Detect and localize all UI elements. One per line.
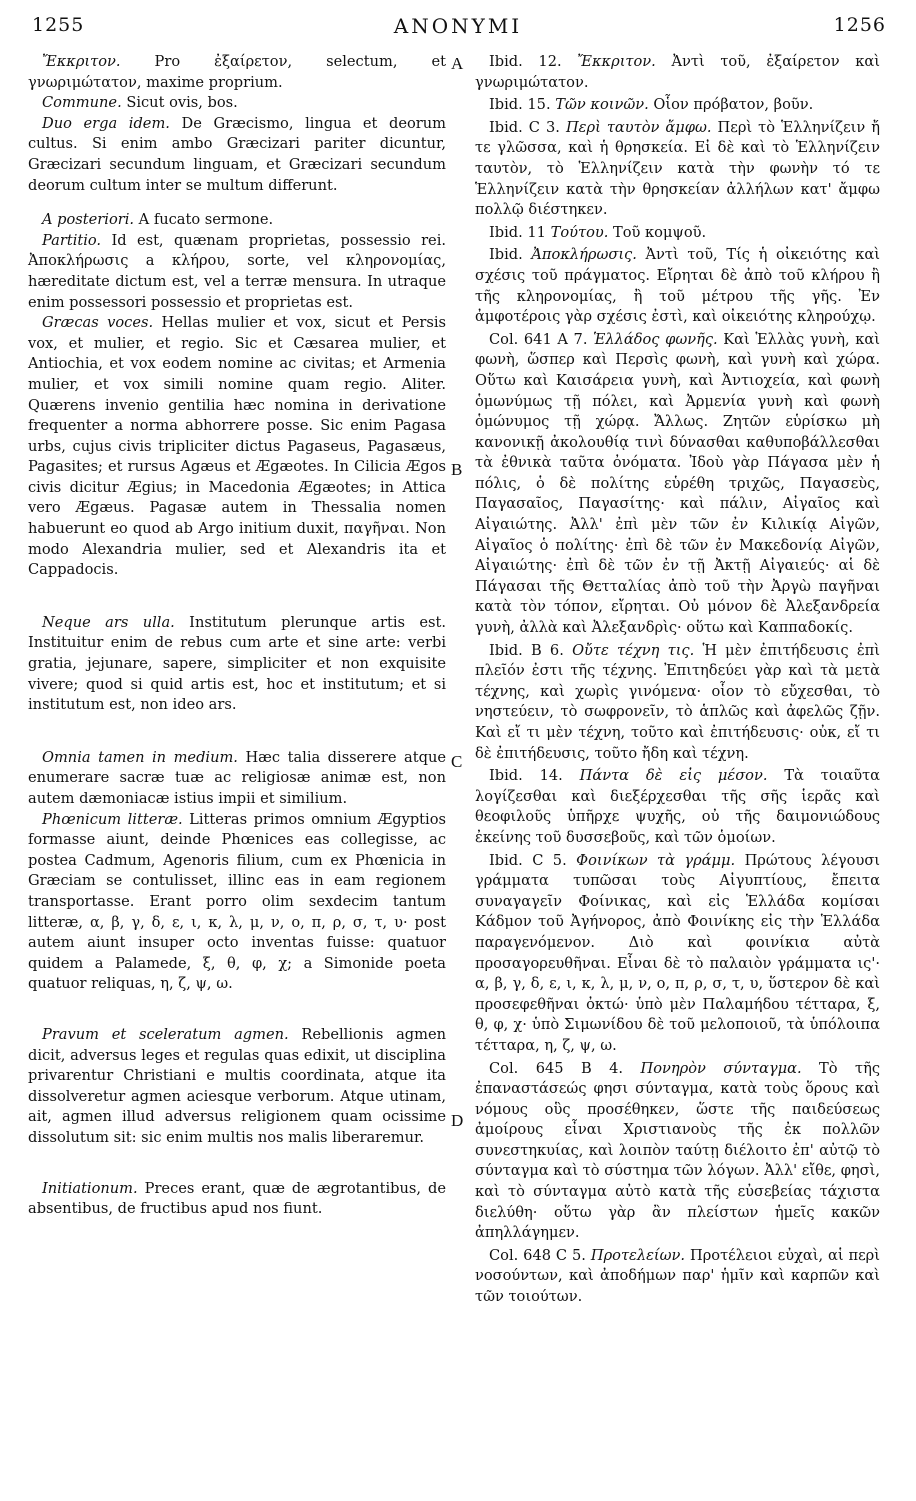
scholion-lemma: Περὶ ταυτὸν ἄμφω.: [559, 118, 712, 136]
scholion-reference: Ibid. 15.: [489, 96, 551, 114]
greek-scholion: [475, 1246, 880, 1308]
note-text: Hæc talia disserere atque enumerare sacræ tuæ ac religiosæ animæ est, non autem dæmoniacæ istius impii et similium.: [28, 748, 446, 807]
scholion-text: Περὶ τὸ Ἑλληνίζειν ἤ τε γλῶσσα, καὶ ἡ θρησκεία. Εἰ δὲ καὶ τὸ Ἑλληνίζειν ταυτὸν, τὸ Ἑλληνίζειν κατὰ τὴν φωνὴν τό τε Ἑλληνίζειν κατὰ τὴν θρησκείαν ἀλλήλων κατ' ἄμφω πολλῷ διέστηκεν.: [475, 118, 881, 219]
note-lemma: Græcas voces.: [42, 314, 154, 332]
note-text: De Græcismo, lingua et deorum cultus. Si enim ambo Græcizari pariter dicuntur, Græcizari secundum linguam, et Græcizari secundum deorum cultum inter se multum differunt.: [28, 114, 446, 194]
note-text: Preces erant, quæ de ægrotantibus, de absentibus, de fructibus apud nos fiunt.: [28, 1179, 446, 1218]
scholion-text: Πρώτους λέγουσι γράμματα τυπῶσαι τοὺς Αἰγυπτίους, ἔπειτα συναγαγεῖν Φοίνικας, καὶ εἰς Ἑλλάδα κομίσαι Κάδμον τοῦ Ἀγήνορος, ἀπὸ Φοινίκης εἰς τὴν Ἑλλάδα παραγενόμενον. Διὸ καὶ φοινίκια αὐτὰ προσαγορευθῆναι. Εἶναι δὲ τὸ παλαιὸν γράμματα ις'· α, β, γ, δ, ε, ι, κ, λ, μ, ν, ο, π, ρ, σ, τ, υ, ὕστερον δὲ καὶ προσεφεθῆναι ὀκτώ· ὑπὸ μὲν Παλαμήδου τέτταρα, ξ, θ, φ, χ· ὑπὸ Σιμωνίδου δὲ τοῦ μελοποιοῦ, τὰ ὑπόλοιπα τέτταρα, η, ζ, ψ, ω.: [475, 851, 880, 1054]
page-number-right: 1256: [833, 14, 886, 36]
latin-note: [28, 613, 446, 716]
note-lemma: Pravum et sceleratum agmen.: [42, 1025, 289, 1043]
note-text: Institutum plerunque artis est. Instituitur enim de rebus cum arte et sine arte: verbi gratia, jejunare, sapere, simpliciter et non exquisite vivere; quod si quid artis est, hoc et institutum; et si institutum est, non ideo ars.: [28, 613, 446, 714]
scholion-lemma: Τῶν κοινῶν.: [550, 96, 649, 114]
scholion-reference: Ibid. 12.: [489, 53, 562, 70]
scholion-text: Τοῦ κομψοῦ.: [608, 223, 707, 241]
note-lemma: Omnia tamen in medium.: [42, 748, 238, 766]
greek-scholion: [475, 245, 880, 327]
scholion-reference: Ibid. C 5.: [489, 851, 567, 869]
latin-note: [28, 1025, 446, 1149]
note-lemma: Partitio.: [42, 231, 102, 249]
scholion-lemma: Οὔτε τέχνη τις.: [563, 641, 695, 659]
scholion-text: Ἡ μὲν ἐπιτήδευσις ἐπὶ πλεῖόν ἐστι τῆς τέχνης. Ἐπιτηδεύει γὰρ καὶ τὰ μετὰ τέχνης, καὶ χωρὶς γινόμενα· οἷον τὸ εὔχεσθαι, τὸ νηστεύειν, τὸ σωφρονεῖν, τὸ ἁπλῶς καὶ ἀφελῶς ζῇν. Καὶ εἴ τι μὲν τέχνη, τοῦτο καὶ ἐπιτήδευσις· οὐκ, εἴ τι δὲ ἐπιτήδευσις, τοῦτο ἤδη καὶ τέχνη.: [475, 641, 880, 762]
note-text: Litteras primos omnium Ægyptios formasse aiunt, deinde Phœnices eas collegisse, ac postea Cadmum, Agenoris filium, cum ex Phœnicia in Græciam se contulisset, illinc eas in eam regionem transportasse. Erant porro olim sexdecim tantum litteræ, α, β, γ, δ, ε, ι, κ, λ, μ, ν, ο, π, ρ, σ, τ, υ· post autem aiunt insuper octo inventas fuisse: quatuor quidem a Palamede, ξ, θ, φ, χ; a Simonide poeta quatuor reliquas, η, ζ, ψ, ω.: [28, 810, 446, 993]
latin-note: [28, 114, 446, 196]
scholion-text: Ἀντὶ τοῦ, Τίς ἡ οἰκειότης καὶ σχέσις τοῦ πράγματος. Εἴρηται δὲ ἀπὸ τοῦ κλήρου ἢ τῆς κληρονομίας, ἢ τοῦ μέτρου τῆς γῆς. Ἐν ἀμφοτέροις γὰρ σχέσις ἐστὶ, καὶ οἰκειότης κληρούχῳ.: [475, 246, 880, 326]
scholion-text: Προτέλειοι εὐχαὶ, αἱ περὶ νοσούντων, καὶ ἀποδήμων παρ' ἡμῖν καὶ καρπῶν καὶ τῶν τοιούτων.: [475, 1246, 880, 1306]
scholion-reference: Ibid.: [489, 246, 523, 264]
latin-note: [28, 93, 446, 114]
greek-scholion: [475, 766, 880, 848]
note-text: A fucato sermone.: [134, 211, 274, 229]
scholion-lemma: Προτελείων.: [585, 1246, 686, 1264]
scholion-lemma: Ἀποκλήρωσις.: [522, 246, 637, 264]
scholion-lemma: Ἑλλάδος φωνῆς.: [587, 330, 718, 348]
note-text: Pro ἐξαίρετον, selectum, et γνωριμώτατον, maxime proprium.: [28, 53, 446, 91]
greek-scholion: [475, 52, 880, 93]
note-lemma: Neque ars ulla.: [42, 613, 175, 631]
latin-note: [28, 210, 446, 231]
greek-scholion: [475, 223, 880, 244]
note-lemma: A posteriori.: [42, 211, 135, 229]
latin-note: [28, 1179, 446, 1220]
running-header: [0, 14, 916, 44]
greek-column: [475, 52, 880, 1308]
running-title: ANONYMI: [393, 14, 523, 38]
section-marker-c: C: [451, 752, 463, 771]
scholion-text: Οἷον πρόβατον, βοῦν.: [648, 96, 814, 114]
scholion-reference: Ibid. 14.: [489, 767, 563, 785]
note-lemma: Duo erga idem.: [42, 114, 170, 132]
scholion-reference: Col. 641 A 7.: [489, 330, 588, 348]
greek-scholion: [475, 95, 880, 116]
latin-note: [28, 231, 446, 313]
note-text: Rebellionis agmen dicit, adversus leges et regulas quas edixit, ut disciplina privarentur Christiani e multis coordinata, atque ita dissolveretur agmen aciesque verborum. Atque utinam, ait, agmen illud adversus religionem quam ocissime dissolutum sit: sic enim multis nos malis liberaremur.: [28, 1025, 446, 1146]
section-marker-b: B: [451, 460, 463, 479]
note-lemma: Phœnicum litteræ.: [42, 810, 183, 828]
scholion-lemma: Πάντα δὲ εἰς μέσον.: [562, 767, 768, 785]
page-number-left: 1255: [32, 14, 85, 36]
greek-scholion: [475, 118, 880, 221]
scholion-lemma: Φοινίκων τὰ γράμμ.: [566, 851, 736, 869]
latin-note: [28, 52, 446, 93]
note-lemma: Ἔκκριτον.: [42, 53, 121, 70]
scholion-text: Τὸ τῆς ἐπαναστάσεώς φησι σύνταγμα, κατὰ τοὺς ὅρους καὶ νόμους οὓς προσέθηκεν, ὥστε τῆς παιδεύσεως ἀμοίρους εἶναι Χριστιανοὺς τῆς ἐκ πολλῶν συνεστηκυίας, καὶ λοιπὸν ταύτῃ διέλοιτο ἐπ' αὐτῷ τὸ σύνταγμα καὶ τὸ σύστημα τῶν λόγων. Ἀλλ' εἴθε, φησὶ, καὶ τὸ σύνταγμα αὐτὸ κατὰ τῆς εὐσεβείας τάχιστα διελύθη· οὕτω γὰρ ἂν πλείστων ἡμεῖς κακῶν ἀπηλλάγημεν.: [475, 1059, 880, 1242]
scholion-lemma: Τούτου.: [545, 223, 609, 241]
scholion-lemma: Ἔκκριτον.: [561, 53, 656, 70]
note-lemma: Commune.: [42, 94, 122, 112]
greek-scholion: [475, 1059, 880, 1244]
greek-scholion: [475, 641, 880, 765]
scholion-reference: Ibid. 11: [489, 223, 546, 241]
note-text: Id est, quænam proprietas, possessio rei. Ἀποκλήρωσις a κλήρου, sorte, vel κληρονομίας, hæreditate dictum est, vel a terræ mensura. In utraque enim possessori possessio et proprietas est.: [28, 231, 446, 311]
greek-scholion: [475, 851, 880, 1057]
note-text: Hellas mulier et vox, sicut et Persis vox, et mulier, et regio. Sic et Cæsarea mulier, et Antiochia, et vox eodem nomine ac civitas; et Armenia mulier, et vox simili nomine quam regio. Aliter. Quærens invenio gentilia hæc nomina in derivatione frequenter a norma abhorrere posse. Sic enim Pagasa urbs, cujus civis tripliciter dictus Pagaseus, Pagasæus, Pagasites; et rursus Agæus et Ægæotes. In Cilicia Ægos civis dicitur Ægius; in Macedonia Ægæotes; in Attica vero Ægæus. Pagasæ autem in Thessalia nomen habuerunt eo quod ab Argo initium duxit, παγῆναι. Non modo Alexandria mulier, sed et Alexandris ita et Cappadocis.: [28, 314, 447, 579]
scholion-reference: Col. 645 B 4.: [489, 1059, 624, 1077]
scholion-text: Τὰ τοιαῦτα λογίζεσθαι καὶ διεξέρχεσθαι τῆς σῆς ἱερᾶς καὶ θεοφιλοῦς ὑπῆρχε ψυχῆς, οὐ τῆς δαιμονιώδους ἐκείνης τοῦ δυσσεβοῦς, καὶ τῶν ὁμοίων.: [475, 767, 880, 846]
section-marker-a: A: [451, 54, 464, 73]
note-lemma: Initiationum.: [42, 1179, 138, 1197]
scholion-reference: Ibid. B 6.: [489, 641, 564, 659]
latin-column: [28, 52, 446, 1220]
scholion-reference: Ibid. C 3.: [489, 118, 560, 136]
greek-scholion: [475, 330, 880, 639]
scholion-lemma: Πονηρὸν σύνταγμα.: [623, 1059, 802, 1077]
latin-note: [28, 748, 446, 810]
scholion-text: Καὶ Ἑλλὰς γυνὴ, καὶ φωνὴ, ὥσπερ καὶ Περσὶς φωνὴ, καὶ γυνὴ καὶ χώρα. Οὕτω καὶ Καισάρεια γυνὴ, καὶ Ἀντιοχεία, καὶ φωνὴ ὁμωνύμως τῇ πόλει, καὶ Ἀρμενία γυνὴ καὶ φωνὴ ὁμώνυμος τῇ χώρᾳ. Ἄλλως. Ζητῶν εὑρίσκω μὴ κανονικῇ ἀκολουθίᾳ τινὶ δύνασθαι καθυποβάλλεσθαι τὰ ἐθνικὰ ταῦτα ὀνόματα. Ἰδοὺ γὰρ Πάγασα μὲν ἡ πόλις, ὁ δὲ πολίτης εὑρέθη τριχῶς, Παγασεὺς, Παγασαῖος, Παγασίτης· καὶ πάλιν, Αἰγαῖος καὶ Αἰγαιώτης. Ἀλλ' ἐπὶ μὲν τῶν ἐν Κιλικίᾳ Αἰγῶν, Αἰγαῖος ὁ πολίτης· ἐπὶ δὲ τῶν ἐν Μακεδονίᾳ Αἰγῶν, Αἰγαιώτης· ἐπὶ δὲ τῶν ἐν τῇ Ἀκτῇ Αἰγαιεύς· αἱ δὲ Πάγασαι τῆς Θετταλίας ἀπὸ τοῦ τὴν Ἀργὼ παγῆναι κατὰ τὸν τόπον, εἴρηται. Οὐ μόνον δὲ Ἀλεξανδρεία γυνὴ, ἀλλὰ καὶ Ἀλεξανδρὶς· οὕτω καὶ Καππαδοκίς.: [475, 330, 881, 637]
scholion-reference: Col. 648 C 5.: [489, 1246, 586, 1264]
latin-note: [28, 810, 446, 995]
section-marker-d: D: [451, 1111, 464, 1130]
latin-note: [28, 313, 446, 581]
note-text: Sicut ovis, bos.: [121, 94, 238, 112]
scholion-text: Ἀντὶ τοῦ, ἐξαίρετον καὶ γνωριμώτατον.: [475, 53, 881, 91]
